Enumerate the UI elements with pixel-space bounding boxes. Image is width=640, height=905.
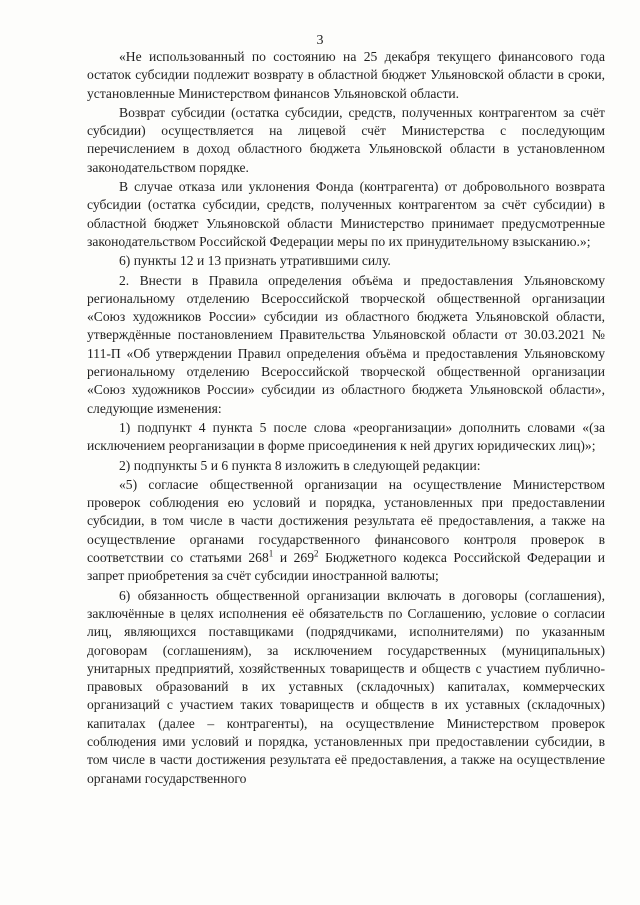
page-number: 3 <box>316 33 324 48</box>
paragraph-unused-subsidy: «Не использованный по состоянию на 25 декабря текущего финансового года остаток субсидии подлежит возврату в областной бюджет Ульяновской области в сроки, установленные Министерством финансов Ульяновской области. <box>87 49 605 101</box>
paragraph-clause-6: 6) обязанность общественной организации включать в договоры (соглашения), заключённые в целях исполнения её обязательств по Соглашению, условие о согласии лиц, являющихся поставщиками (подрядчиками, исполнителями) по указанным договорам (соглашениям), за исключением государственных (муниципальных) унитарных предприятий, хозяйственных товариществ и обществ с участием публично-правовых образований в их уставных (складочных) капиталах, коммерческих организаций с участием таких товариществ и обществ в их уставных (складочных) капиталах (далее – контрагенты), на осуществление Министерством проверок соблюдения ими условий и порядка, установленных при предоставлении субсидии, в том числе в части достижения результата её предоставления, а также на осуществление органами государственного <box>87 587 605 786</box>
paragraph-subsidy-return: Возврат субсидии (остатка субсидии, средств, полученных контрагентом за счёт субсидии) осуществляется на лицевой счёт Министерства с последующим перечислением в доход областного бюджета Ульяновской области в установленном законодательством порядке. <box>87 104 605 175</box>
paragraph-subitem-2: 2) подпункты 5 и 6 пункта 8 изложить в следующей редакции: <box>119 457 481 473</box>
clause-5-text-a: «5) согласие общественной организации на осуществление Министерством проверок соблюдения ею условий и порядка, установленных при предоставлении субсидии, в том числе в части достижения результата её предоставления, а также на осуществление органами государственного финансового контроля проверок в соответствии со статьями 268 <box>87 476 605 566</box>
clause-5-text-c: Бюджетного кодекса Российской Федерации и запрет приобретения за счёт субсидии иностранной валюты; <box>87 550 605 584</box>
clause-5-text-b: и 269 <box>273 550 315 566</box>
paragraph-refusal-case: В случае отказа или уклонения Фонда (контрагента) от добровольного возврата субсидии (остатка субсидии, средств, полученных контрагентом за счёт субсидии) в областной бюджет Ульяновской области Министерство принимает предусмотренные законодательством Российской Федерации меры по их принудительному взысканию.»; <box>87 179 605 249</box>
paragraph-section-2-amendments: 2. Внести в Правила определения объёма и предоставления Ульяновскому региональному отделению Всероссийской творческой общественной организации «Союз художников России» субсидии из областного бюджета Ульяновской области, утверждённые постановлением Правительства Ульяновской области от 30.03.2021 № 111-П «Об утверждении Правил определения объёма и предоставления Ульяновскому региональному отделению Всероссийской творческой общественной организации «Союз художников России» субсидии из областного бюджета Ульяновской области», следующие изменения: <box>87 272 605 416</box>
paragraph-subitem-1: 1) подпункт 4 пункта 5 после слова «реорганизации» дополнить словами «(за исключением реорганизации в форме присоединения к ней других юридических лиц)»; <box>87 419 605 454</box>
superscript-1: 1 <box>268 548 274 559</box>
document-body <box>87 48 605 788</box>
paragraph-clause-5 <box>87 476 605 586</box>
superscript-2: 2 <box>314 548 319 559</box>
paragraph-item-6-repeal: 6) пункты 12 и 13 признать утратившими силу. <box>119 253 391 269</box>
